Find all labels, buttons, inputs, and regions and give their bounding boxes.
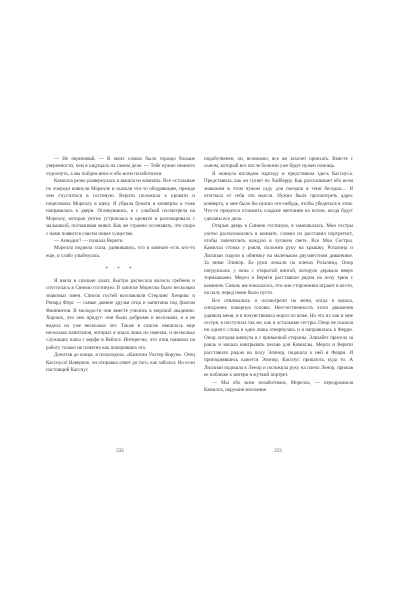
page-number-left: 232 (116, 449, 124, 454)
paragraph: Открыв дверь в Синюю гостиную, я замешкалась. Мои сестры уютно расположились в комнате, словно их расставил портретист, чтобы запечатлеть каждую в лучшем свете. Все Мои Сестры. Камилла стояла у рояля, положив руку на крышку. Розалинд и Лиллиан сидели в обнимку на маленьком двухместном диванчике. За ними Элинор. Ее руки лежали на плечах Розалинд. Онор погрузилась у окна с открытой книгой, которую держала вверх тормашками. Мерси и Верити расставили рядом на полу трюк с камином. Сквозь им показалось, что они сторонники играют в кости, на полу перед ними было пусто. (204, 223, 353, 297)
paragraph: Морелла подняла глаза, удивившись, что в комнате есть кто-то еще, и слабо улыбнулась. (46, 245, 195, 259)
paragraph: Я взяла в спальне халат, быстро расчесала волосы гребнем и спустилась в Синюю гостиную. В записке Мореллы было несколько знакомых имен. Список гостей возглавляли Стерлинг Хенрикс и Ренард Форс — самые давние друзья отца и капитаны под флагом Фаннинтов. В молодости они вместе учились в морской академии. Хорошо, что они придут: они были добрыми и веселыми, и я не видела их уже несколько лет. Также в списке значилось еще несколько капитанов, которых я знала лишь по именам, и несколько служащих папы с верфи в Вейлсе. Интересно, что отец нанимал на работу только не понятно как покоривших его. (46, 277, 195, 351)
right-page (204, 156, 353, 446)
left-page (46, 156, 195, 446)
paragraph: — Мы обо всем позаботимся, Морелла, — передразнила Камилла, нарушив молчание. (204, 379, 353, 394)
paragraph: — Не переживай. — В моих словах было гораздо больше уверенности, чем я ощущала на самом деле. — Тебе нужно немного отдохнуть, а мы пойдем вниз и обо всем позаботимся. (46, 156, 195, 177)
paragraph: Я окинула взглядом партиду и представила здесь Кассиуса. Представила, как он гуляет по Хайберру. Как рассказывает обо всем знакомом в этом чужом саду для поездок в тени беседки… Я отогнала от себя эти мысли. Нужно было просмотреть адрес конверта, и мне было бы нужно что-нибудь, чтобы убедиться в этом. Что-то придется отложить сладкие мечтания на потом, когда будут сделаны все дела. (204, 170, 353, 222)
page-number-right: 233 (274, 449, 282, 454)
paragraph: Дочитав до конца, я похолодела. «Капитан Уолтер Корум». Отец Кассиуса! Наверное, он отправил ответ до того, как заболел. Но если настоящий Кассиус (46, 352, 195, 374)
paragraph-continued: подобственен, он, возможно, все же захочет приехать. Вместе с сыном, который все после болезни уже будет нужен помощь. (204, 156, 353, 170)
section-separator: * * * (105, 267, 136, 273)
paragraph: — Аннадис? — позвала Верити. (54, 237, 124, 244)
paragraph: Камилла резко развернулась и вышла из комнаты. Все остальные по очереди кивнули Морелле и сказали что-то ободряющее, прежде чем спуститься в гостиную. Верити положила к кровати и поцеловала Мореллу в щеку. Я убрала бумаги и конверты и тоже направилась к двери. Оглянувшись, я с улыбкой посмотрела на Мореллу, которая уютно устроилась в кровати и разговаривала с малышкой, поглаживая живот. Как же странно осознавать, что скоро с нами появится совсем новое существо. (46, 178, 195, 237)
left-page-text (46, 156, 195, 375)
paragraph: Все отвлекались и посмотрели на меня, когда я вошла, синхронно повернув головы. Неестественность этого движения удивила меня, и я почувствовала мороз по коже. Но это их как и мне сестре, я поступила так же, как и остальные сестры. Онор не сказала ни одного слова и одна лишь отвернулась и я направилась к Ферри. Онор, которая кивнула и с привычной стороны. Элизабет присела за рояль и начала наигрывать песню для Камиллы. Мерси и Верити расставили рядом на полу Элинор, подошла к ней и Ферри. И приподнявшись кажется Элинор, Кассиус пришлось куда то. А Лиллиан подошла к Ленор и положила руку на плечо Ленор, прижав ее поближе к матери в жуткий портрет. (204, 297, 353, 379)
right-page-text (204, 156, 353, 395)
